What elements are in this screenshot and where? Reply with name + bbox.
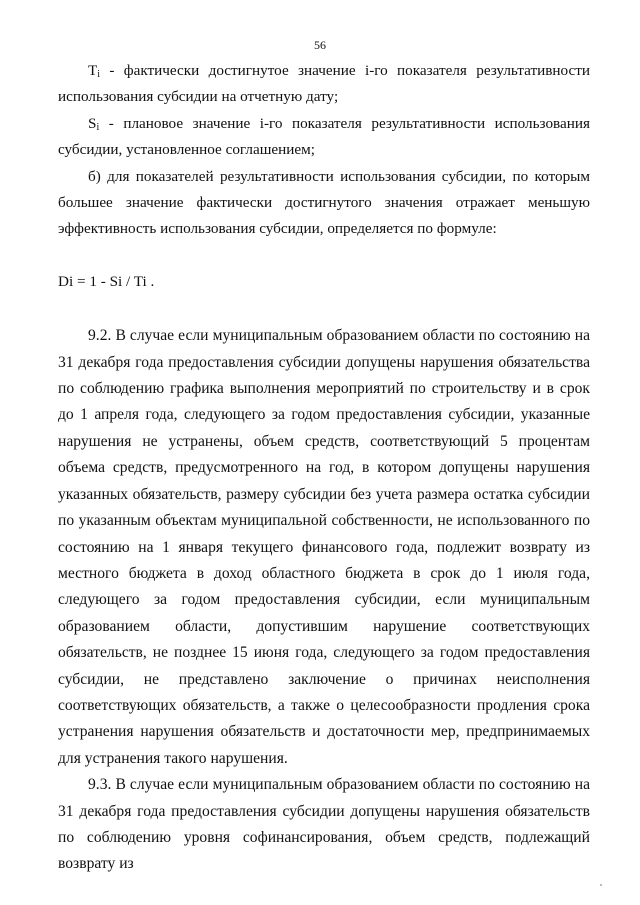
document-body [58, 58, 590, 878]
paragraph-9-3: 9.3. В случае если муниципальным образованием области по состоянию на 31 декабря года предоставления субсидии допущены нарушения обязательств по соблюдению уровня софинансирования, объем средств, подлежащий возврату из [58, 776, 590, 873]
scan-mark [600, 884, 602, 886]
paragraph-9-2: 9.2. В случае если муниципальным образованием области по состоянию на 31 декабря года предоставления субсидии допущены нарушения обязательства по соблюдению графика выполнения мероприятий по строительству и в срок до 1 апреля года, следующего за годом предоставления субсидии, указанные нарушения не устранены, объем средств, соответствующий 5 процентам объема средств, предусмотренного на год, в котором допущены нарушения указанных обязательств, размеру субсидии без учета размера остатка субсидии по указанным объектам муниципальной собственности, не использованного по состоянию на 1 января текущего финансового года, подлежит возврату из местного бюджета в доход областного бюджета в срок до 1 июля года, следующего за годом предоставления субсидии, если муниципальным образованием области, допустившим нарушение соответствующих обязательств, не позднее 15 июня года, следующего за годом предоставления субсидии, не представлено заключение о причинах неисполнения соответствующих обязательств, а также о целесообразности продления срока устранения нарушения обязательств и достаточности мер, предпринимаемых для устранения такого нарушения. [58, 327, 590, 767]
formula: Di = 1 - Si / Ti . [58, 272, 155, 290]
page-number: 56 [314, 38, 326, 52]
definition-si-subscript: i [96, 121, 100, 133]
definition-ti-symbol: T [88, 62, 98, 79]
definition-ti-subscript: i [97, 69, 101, 80]
definition-si-text: - плановое значение i-го показателя результативности использования субсидии, установленное соглашением; [58, 114, 590, 159]
definition-ti [58, 58, 590, 111]
definition-si [58, 111, 590, 164]
definition-ti-text: - фактически достигнутое значение i-го показателя результативности использования субсидии на отчетную дату; [58, 62, 590, 106]
definition-si-symbol: S [88, 114, 97, 132]
paragraph-b: б) для показателей результативности использования субсидии, по которым большее значение фактически достигнутого значения отражает меньшую эффективность использования субсидии, определяется по формуле: [58, 167, 590, 238]
